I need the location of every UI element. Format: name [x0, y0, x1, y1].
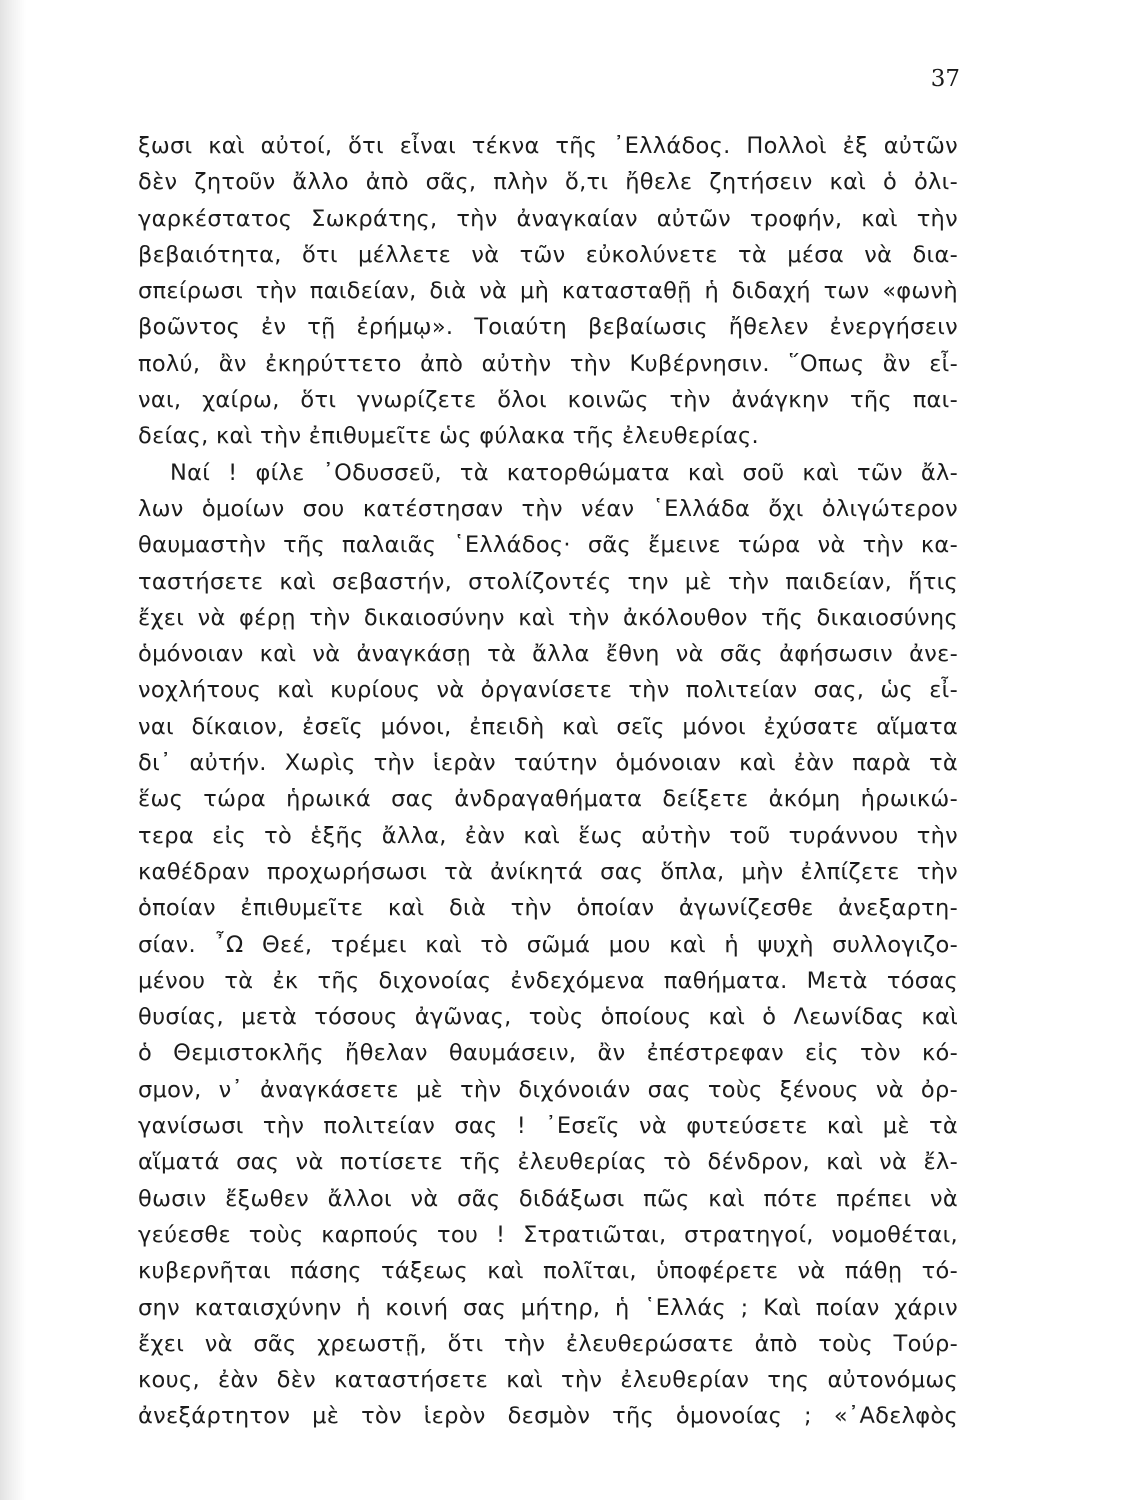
text-line: ναι, χαίρω, ὅτι γνωρίζετε ὅλοι κοινῶς τὴν ἀνάγκην τῆς παι- — [138, 387, 958, 414]
text-line: βοῶντος ἐν τῇ ἐρήμῳ». Τοιαύτη βεβαίωσις ἤθελεν ἐνεργήσειν — [138, 314, 958, 341]
text-line: καθέδραν προχωρήσωσι τὰ ἀνίκητά σας ὅπλα, μὴν ἐλπίζετε τὴν — [138, 858, 958, 885]
text-line: γεύεσθε τοὺς καρπούς του ! Στρατιῶται, στρατηγοί, νομοθέται, — [138, 1221, 958, 1248]
text-line: γανίσωσι τὴν πολιτείαν σας ! ᾿Εσεῖς νὰ φυτεύσετε καὶ μὲ τὰ — [138, 1113, 958, 1140]
body-text — [138, 128, 958, 1435]
text-line: κους, ἐὰν δὲν καταστήσετε καὶ τὴν ἐλευθερίαν της αὐτονόμως — [138, 1367, 958, 1394]
text-line: γαρκέστατος Σωκράτης, τὴν ἀναγκαίαν αὐτῶν τροφήν, καὶ τὴν — [138, 205, 958, 232]
text-line: βεβαιότητα, ὅτι μέλλετε νὰ τῶν εὐκολύνετε τὰ μέσα νὰ δια- — [138, 241, 958, 268]
text-line: θαυμαστὴν τῆς παλαιᾶς ῾Ελλάδος· σᾶς ἔμεινε τώρα νὰ τὴν κα- — [138, 532, 958, 559]
text-line: νοχλήτους καὶ κυρίους νὰ ὀργανίσετε τὴν πολιτείαν σας, ὡς εἶ- — [138, 677, 958, 704]
text-line: σην καταισχύνην ἡ κοινή σας μήτηρ, ἡ ῾Ελλάς ; Καὶ ποίαν χάριν — [138, 1294, 958, 1321]
text-line: πολύ, ἂν ἐκηρύττετο ἀπὸ αὐτὴν τὴν Κυβέρνησιν. ῞Οπως ἂν εἶ- — [138, 350, 958, 377]
text-line: ὁμόνοιαν καὶ νὰ ἀναγκάσῃ τὰ ἄλλα ἔθνη νὰ σᾶς ἀφήσωσιν ἀνε- — [138, 641, 958, 668]
text-line: δὲν ζητοῦν ἄλλο ἀπὸ σᾶς, πλὴν ὅ,τι ἤθελε ζητήσειν καὶ ὁ ὀλι- — [138, 169, 958, 196]
text-line: αἵματά σας νὰ ποτίσετε τῆς ἐλευθερίας τὸ δένδρον, καὶ νὰ ἔλ- — [138, 1149, 958, 1176]
text-line: δείας, καὶ τὴν ἐπιθυμεῖτε ὡς φύλακα τῆς ἐλευθερίας. — [138, 423, 759, 450]
text-line: δι᾿ αὐτήν. Χωρὶς τὴν ἱερὰν ταύτην ὁμόνοιαν καὶ ἐὰν παρὰ τὰ — [138, 750, 958, 777]
text-line: ἕως τώρα ἡρωικά σας ἀνδραγαθήματα δείξετε ἀκόμη ἡρωικώ- — [138, 786, 958, 813]
text-line: λων ὁμοίων σου κατέστησαν τὴν νέαν ῾Ελλάδα ὄχι ὀλιγώτερον — [138, 495, 958, 522]
text-line: ἔχει νὰ σᾶς χρεωστῇ, ὅτι τὴν ἐλευθερώσατε ἀπὸ τοὺς Τούρ- — [138, 1330, 958, 1357]
text-line: σμον, ν᾿ ἀναγκάσετε μὲ τὴν διχόνοιάν σας τοὺς ξένους νὰ ὀρ- — [138, 1076, 958, 1103]
text-line: ξωσι καὶ αὐτοί, ὅτι εἶναι τέκνα τῆς ᾿Ελλάδος. Πολλοὶ ἐξ αὐτῶν — [138, 133, 958, 159]
text-line: ναι δίκαιον, ἐσεῖς μόνοι, ἐπειδὴ καὶ σεῖς μόνοι ἐχύσατε αἵματα — [138, 713, 958, 740]
text-line: κυβερνῆται πάσης τάξεως καὶ πολῖται, ὑποφέρετε νὰ πάθῃ τό- — [138, 1258, 958, 1285]
text-line: τερα εἰς τὸ ἑξῆς ἄλλα, ἐὰν καὶ ἕως αὐτὴν τοῦ τυράννου τὴν — [138, 822, 958, 849]
text-line: θυσίας, μετὰ τόσους ἀγῶνας, τοὺς ὁποίους καὶ ὁ Λεωνίδας καὶ — [138, 1004, 958, 1031]
text-line: σίαν. ῏Ω Θεέ, τρέμει καὶ τὸ σῶμά μου καὶ ἡ ψυχὴ συλλογιζο- — [138, 931, 958, 958]
text-line: μένου τὰ ἐκ τῆς διχονοίας ἐνδεχόμενα παθήματα. Μετὰ τόσας — [138, 967, 958, 994]
paragraph-start-line: Ναί ! φίλε ᾿Οδυσσεῦ, τὰ κατορθώματα καὶ σοῦ καὶ τῶν ἄλ- — [170, 459, 958, 486]
text-line: ὁποίαν ἐπιθυμεῖτε καὶ διὰ τὴν ὁποίαν ἀγωνίζεσθε ἀνεξαρτη- — [138, 895, 958, 922]
text-line: σπείρωσι τὴν παιδείαν, διὰ νὰ μὴ κατασταθῇ ἡ διδαχή των «φωνὴ — [138, 278, 958, 305]
text-line: ἀνεξάρτητον μὲ τὸν ἱερὸν δεσμὸν τῆς ὁμονοίας ; «᾿Αδελφὸς — [138, 1403, 958, 1430]
page-edge-shadow — [0, 0, 26, 1500]
page-number: 37 — [930, 66, 960, 92]
text-line: θωσιν ἔξωθεν ἄλλοι νὰ σᾶς διδάξωσι πῶς καὶ πότε πρέπει νὰ — [138, 1185, 958, 1212]
text-line: ὁ Θεμιστοκλῆς ἤθελαν θαυμάσειν, ἂν ἐπέστρεφαν εἰς τὸν κό- — [138, 1040, 958, 1067]
text-line: ἔχει νὰ φέρῃ τὴν δικαιοσύνην καὶ τὴν ἀκόλουθον τῆς δικαιοσύνης — [138, 604, 958, 631]
text-line: ταστήσετε καὶ σεβαστήν, στολίζοντές την μὲ τὴν παιδείαν, ἥτις — [138, 568, 958, 595]
